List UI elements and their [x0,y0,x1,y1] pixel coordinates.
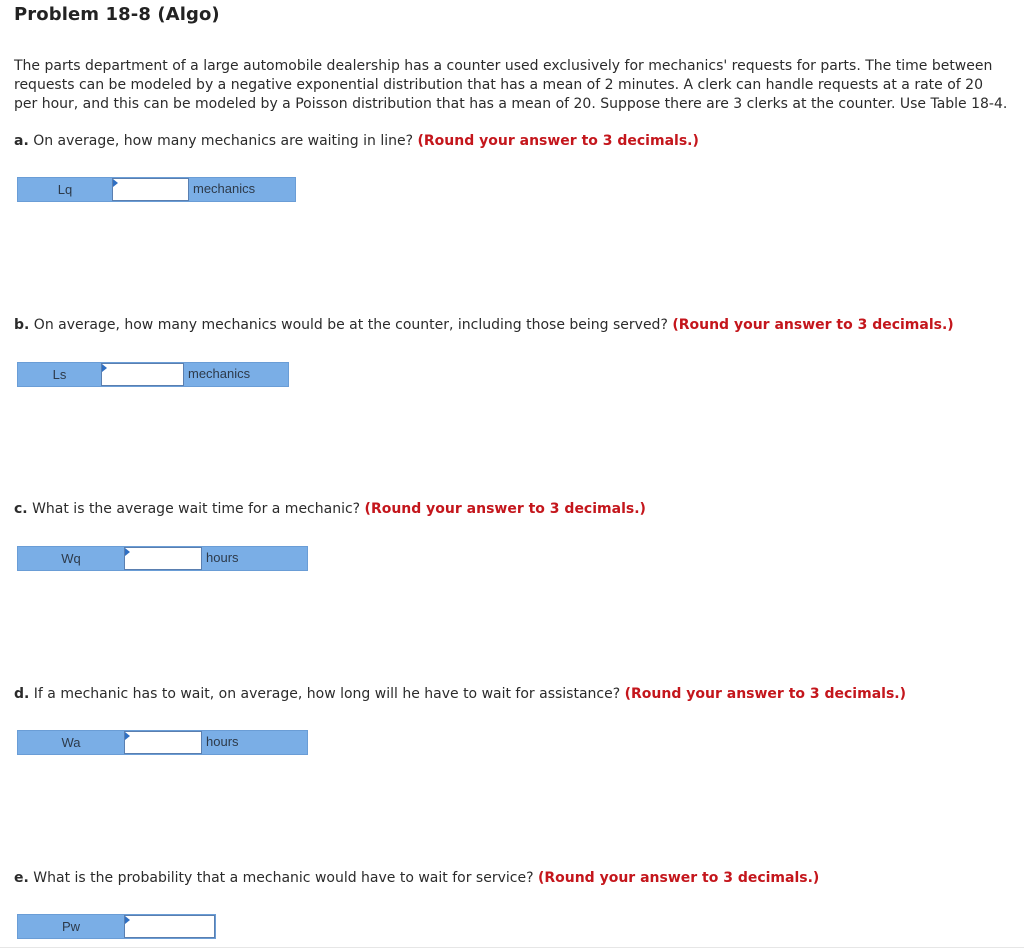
answer-unit-ls: mechanics [188,366,251,381]
question-e-text: What is the probability that a mechanic would have to wait for service? [28,870,538,886]
page-bottom-divider [0,947,1024,948]
lq-input[interactable] [112,178,189,201]
question-c-letter: c. [14,501,28,517]
question-b [14,316,954,335]
input-flag-icon [102,364,107,372]
question-e-hint: (Round your answer to 3 decimals.) [537,870,820,886]
answer-label-ls: Ls [52,367,67,382]
question-b-text: On average, how many mechanics would be at the counter, including those being served? [29,317,673,333]
wa-input[interactable] [124,731,202,754]
answer-label-lq: Lq [57,182,73,197]
question-e-letter: e. [14,870,29,886]
wq-input[interactable] [124,547,202,570]
question-e [14,869,819,888]
answer-row-lq [17,177,296,202]
answer-row-wa [17,730,308,755]
answer-unit-lq: mechanics [193,181,256,196]
question-a [14,132,699,151]
question-a-hint: (Round your answer to 3 decimals.) [417,133,699,149]
problem-statement: The parts department of a large automobile dealership has a counter used exclusively for mechanics' requests for parts. The time between requests can be modeled by a negative exponential distribution that has a mean of 2 minutes. A clerk can handle requests at a rate of 20 per hour, and this can be modeled by a Poisson distribution that has a mean of 20. Suppose there are 3 clerks at the counter. Use Table 18-4. [14,58,1008,112]
question-c [14,500,646,519]
answer-row-ls [17,362,289,387]
question-d-letter: d. [14,686,30,702]
question-b-letter: b. [14,317,30,333]
problem-title: Problem 18-8 (Algo) [14,4,220,25]
question-c-hint: (Round your answer to 3 decimals.) [364,501,646,517]
answer-row-wq [17,546,308,571]
question-a-letter: a. [14,133,29,149]
question-d [14,685,906,704]
answer-label-pw: Pw [61,919,81,934]
input-flag-icon [113,179,118,187]
answer-label-wq: Wq [61,551,81,566]
input-flag-icon [125,548,130,556]
input-flag-icon [125,732,130,740]
question-c-text: What is the average wait time for a mechanic? [27,501,365,517]
input-flag-icon [125,916,130,924]
question-a-text: On average, how many mechanics are waiting in line? [28,133,418,149]
pw-input[interactable] [124,915,215,938]
answer-label-wa: Wa [61,735,81,750]
question-b-hint: (Round your answer to 3 decimals.) [672,317,954,333]
answer-row-pw [17,914,216,939]
question-d-text: If a mechanic has to wait, on average, how long will he have to wait for assistance? [29,686,625,702]
answer-unit-wa: hours [206,734,239,749]
answer-unit-wq: hours [206,550,239,565]
ls-input[interactable] [101,363,184,386]
question-d-hint: (Round your answer to 3 decimals.) [624,686,906,702]
